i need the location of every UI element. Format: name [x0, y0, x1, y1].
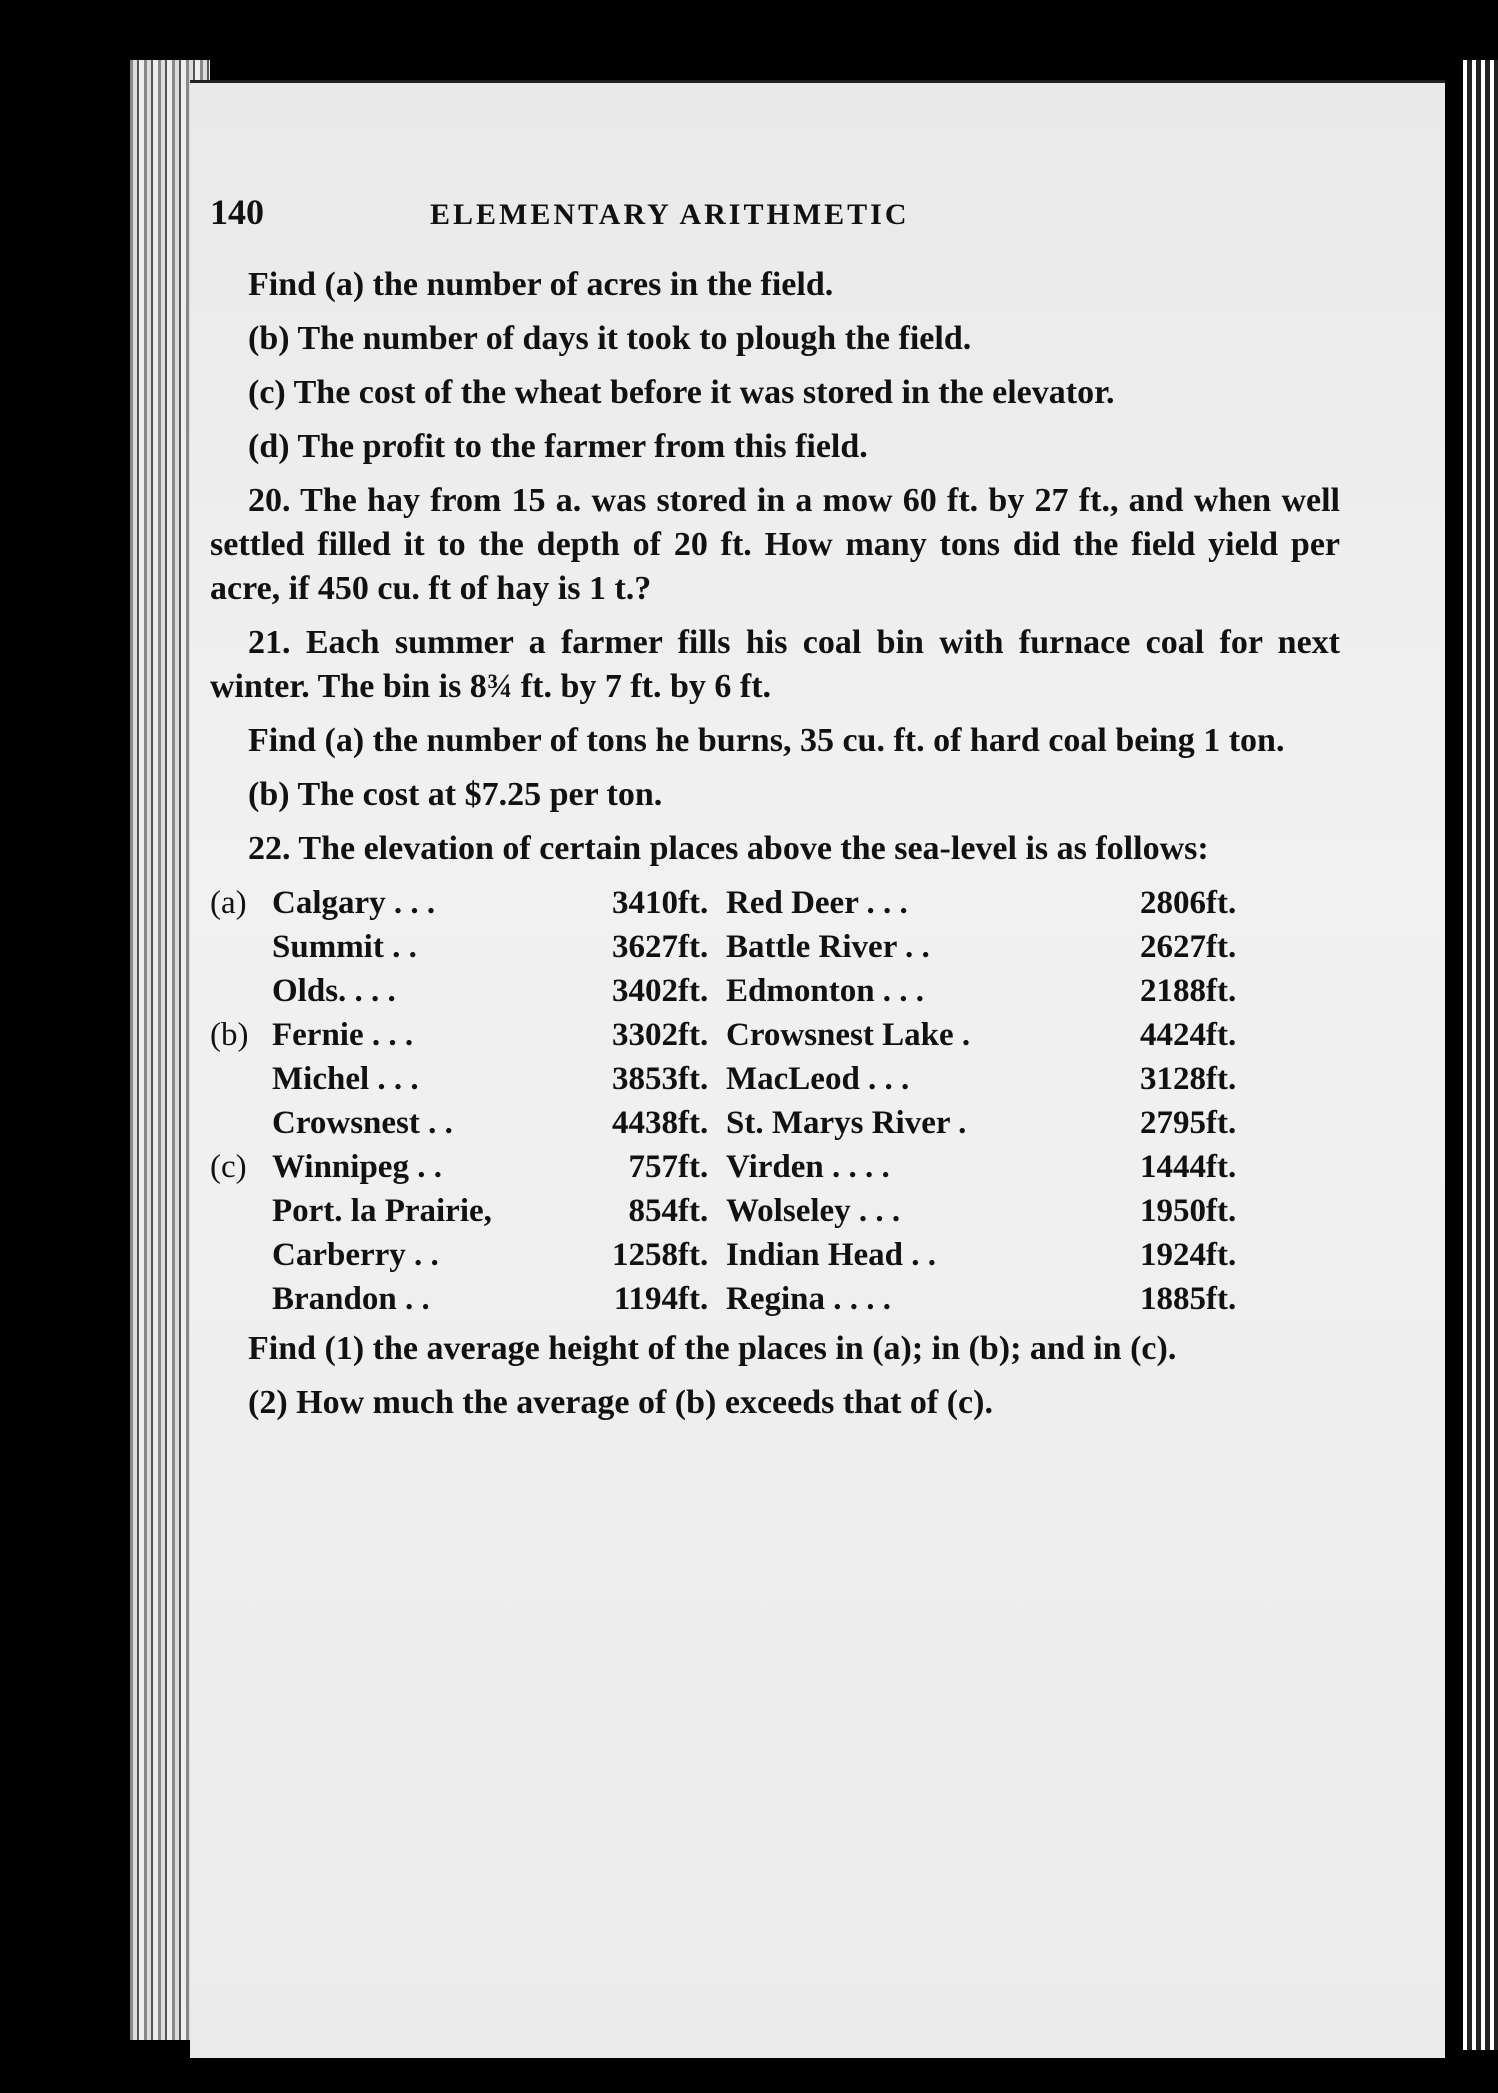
place-name: Calgary . . . — [272, 885, 436, 921]
elevation-unit: ft. — [1206, 1281, 1237, 1317]
elevation-value: 4438 — [612, 1105, 678, 1141]
elevation-value: 757 — [628, 1149, 678, 1185]
group-label — [210, 1057, 272, 1101]
place-name: Winnipeg . . — [272, 1149, 442, 1185]
elevation-unit: ft. — [678, 1193, 709, 1229]
elevation-unit: ft. — [1206, 1017, 1237, 1053]
question-part-a: Find (a) the number of acres in the field. — [248, 266, 834, 303]
problem-22: 22. The elevation of certain places above the sea-level is as follows: — [248, 830, 1209, 867]
elevation-value: 3128 — [1140, 1061, 1206, 1097]
elevation-value: 3402 — [612, 973, 678, 1009]
group-label — [210, 1189, 272, 1233]
place-name: Summit . . — [272, 929, 417, 965]
elevation-unit: ft. — [1206, 1105, 1237, 1141]
elevation-value: 1950 — [1140, 1193, 1206, 1229]
place-name: Virden . . . . — [726, 1149, 890, 1185]
page-number: 140 — [210, 192, 264, 232]
elevation-value: 2806 — [1140, 885, 1206, 921]
elevation-unit: ft. — [1206, 929, 1237, 965]
elevation-unit: ft. — [678, 1149, 709, 1185]
problem-20: 20. The hay from 15 a. was stored in a mow 60 ft. by 27 ft., and when well settled filled it to the depth of 20 ft. How many tons did the field yield per acre, if 450 cu. ft of hay is 1 t.? — [210, 482, 1340, 607]
place-name: Michel . . . — [272, 1061, 419, 1097]
place-name: Crowsnest . . — [272, 1105, 453, 1141]
group-label — [210, 925, 272, 969]
table-row — [210, 1145, 1254, 1189]
group-label — [210, 969, 272, 1013]
elevation-unit: ft. — [678, 1061, 709, 1097]
place-name: Crowsnest Lake . — [726, 1017, 971, 1053]
elevation-value: 3410 — [612, 885, 678, 921]
elevation-value: 2627 — [1140, 929, 1206, 965]
elevation-value: 3853 — [612, 1061, 678, 1097]
question-part-b: (b) The number of days it took to plough the field. — [248, 320, 972, 357]
next-page-edge — [1463, 60, 1498, 2050]
elevation-value: 854 — [628, 1193, 678, 1229]
running-title: ELEMENTARY ARITHMETIC — [430, 198, 910, 231]
place-name: Fernie . . . — [272, 1017, 414, 1053]
table-row — [210, 969, 1254, 1013]
place-name: Regina . . . . — [726, 1281, 891, 1317]
group-label — [210, 1277, 272, 1321]
elevation-unit: ft. — [1206, 885, 1237, 921]
elevation-value: 2795 — [1140, 1105, 1206, 1141]
elevation-value: 4424 — [1140, 1017, 1206, 1053]
elevation-value: 3302 — [612, 1017, 678, 1053]
question-part-d: (d) The profit to the farmer from this field. — [248, 428, 868, 465]
group-label — [210, 1233, 272, 1277]
table-row — [210, 1013, 1254, 1057]
place-name: Edmonton . . . — [726, 973, 925, 1009]
elevation-value: 1444 — [1140, 1149, 1206, 1185]
page-text — [210, 190, 1340, 1435]
elevation-unit: ft. — [678, 1017, 709, 1053]
place-name: St. Marys River . — [726, 1105, 967, 1141]
group-label: (c) — [210, 1149, 247, 1185]
place-name: Brandon . . — [272, 1281, 430, 1317]
elevation-value: 1885 — [1140, 1281, 1206, 1317]
elevation-value: 1258 — [612, 1237, 678, 1273]
elevation-unit: ft. — [678, 1281, 709, 1317]
table-row — [210, 1101, 1254, 1145]
table-row — [210, 881, 1254, 925]
elevation-unit: ft. — [678, 1105, 709, 1141]
place-name: Wolseley . . . — [726, 1193, 901, 1229]
problem-22-question-1: Find (1) the average height of the places in (a); in (b); and in (c). — [248, 1330, 1177, 1367]
elevation-unit: ft. — [678, 929, 709, 965]
elevation-unit: ft. — [1206, 973, 1237, 1009]
elevation-unit: ft. — [678, 885, 709, 921]
group-label — [210, 1101, 272, 1145]
place-name: Indian Head . . — [726, 1237, 936, 1273]
table-row — [210, 1189, 1254, 1233]
place-name: MacLeod . . . — [726, 1061, 910, 1097]
place-name: Red Deer . . . — [726, 885, 908, 921]
table-row — [210, 1277, 1254, 1321]
elevation-unit: ft. — [678, 1237, 709, 1273]
elevation-unit: ft. — [1206, 1193, 1237, 1229]
elevation-unit: ft. — [1206, 1149, 1237, 1185]
elevation-value: 2188 — [1140, 973, 1206, 1009]
problem-21-part-a: Find (a) the number of tons he burns, 35 cu. ft. of hard coal being 1 ton. — [248, 722, 1285, 759]
problem-21-part-b: (b) The cost at $7.25 per ton. — [248, 776, 663, 813]
table-row — [210, 925, 1254, 969]
page-header — [210, 190, 1340, 237]
elevation-unit: ft. — [678, 973, 709, 1009]
problem-22-question-2: (2) How much the average of (b) exceeds that of (c). — [248, 1384, 993, 1421]
table-row — [210, 1233, 1254, 1277]
elevation-table — [210, 881, 1254, 1321]
place-name: Port. la Prairie, — [272, 1193, 492, 1229]
elevation-unit: ft. — [1206, 1061, 1237, 1097]
place-name: Olds. . . . — [272, 973, 396, 1009]
elevation-value: 1924 — [1140, 1237, 1206, 1273]
place-name: Carberry . . — [272, 1237, 439, 1273]
elevation-unit: ft. — [1206, 1237, 1237, 1273]
group-label: (b) — [210, 1017, 249, 1053]
place-name: Battle River . . — [726, 929, 930, 965]
elevation-value: 3627 — [612, 929, 678, 965]
group-label: (a) — [210, 885, 247, 921]
problem-21: 21. Each summer a farmer fills his coal bin with furnace coal for next winter. The bin is 8¾ ft. by 7 ft. by 6 ft. — [210, 624, 1340, 705]
question-part-c: (c) The cost of the wheat before it was stored in the elevator. — [248, 374, 1115, 411]
table-row — [210, 1057, 1254, 1101]
elevation-value: 1194 — [613, 1281, 678, 1317]
